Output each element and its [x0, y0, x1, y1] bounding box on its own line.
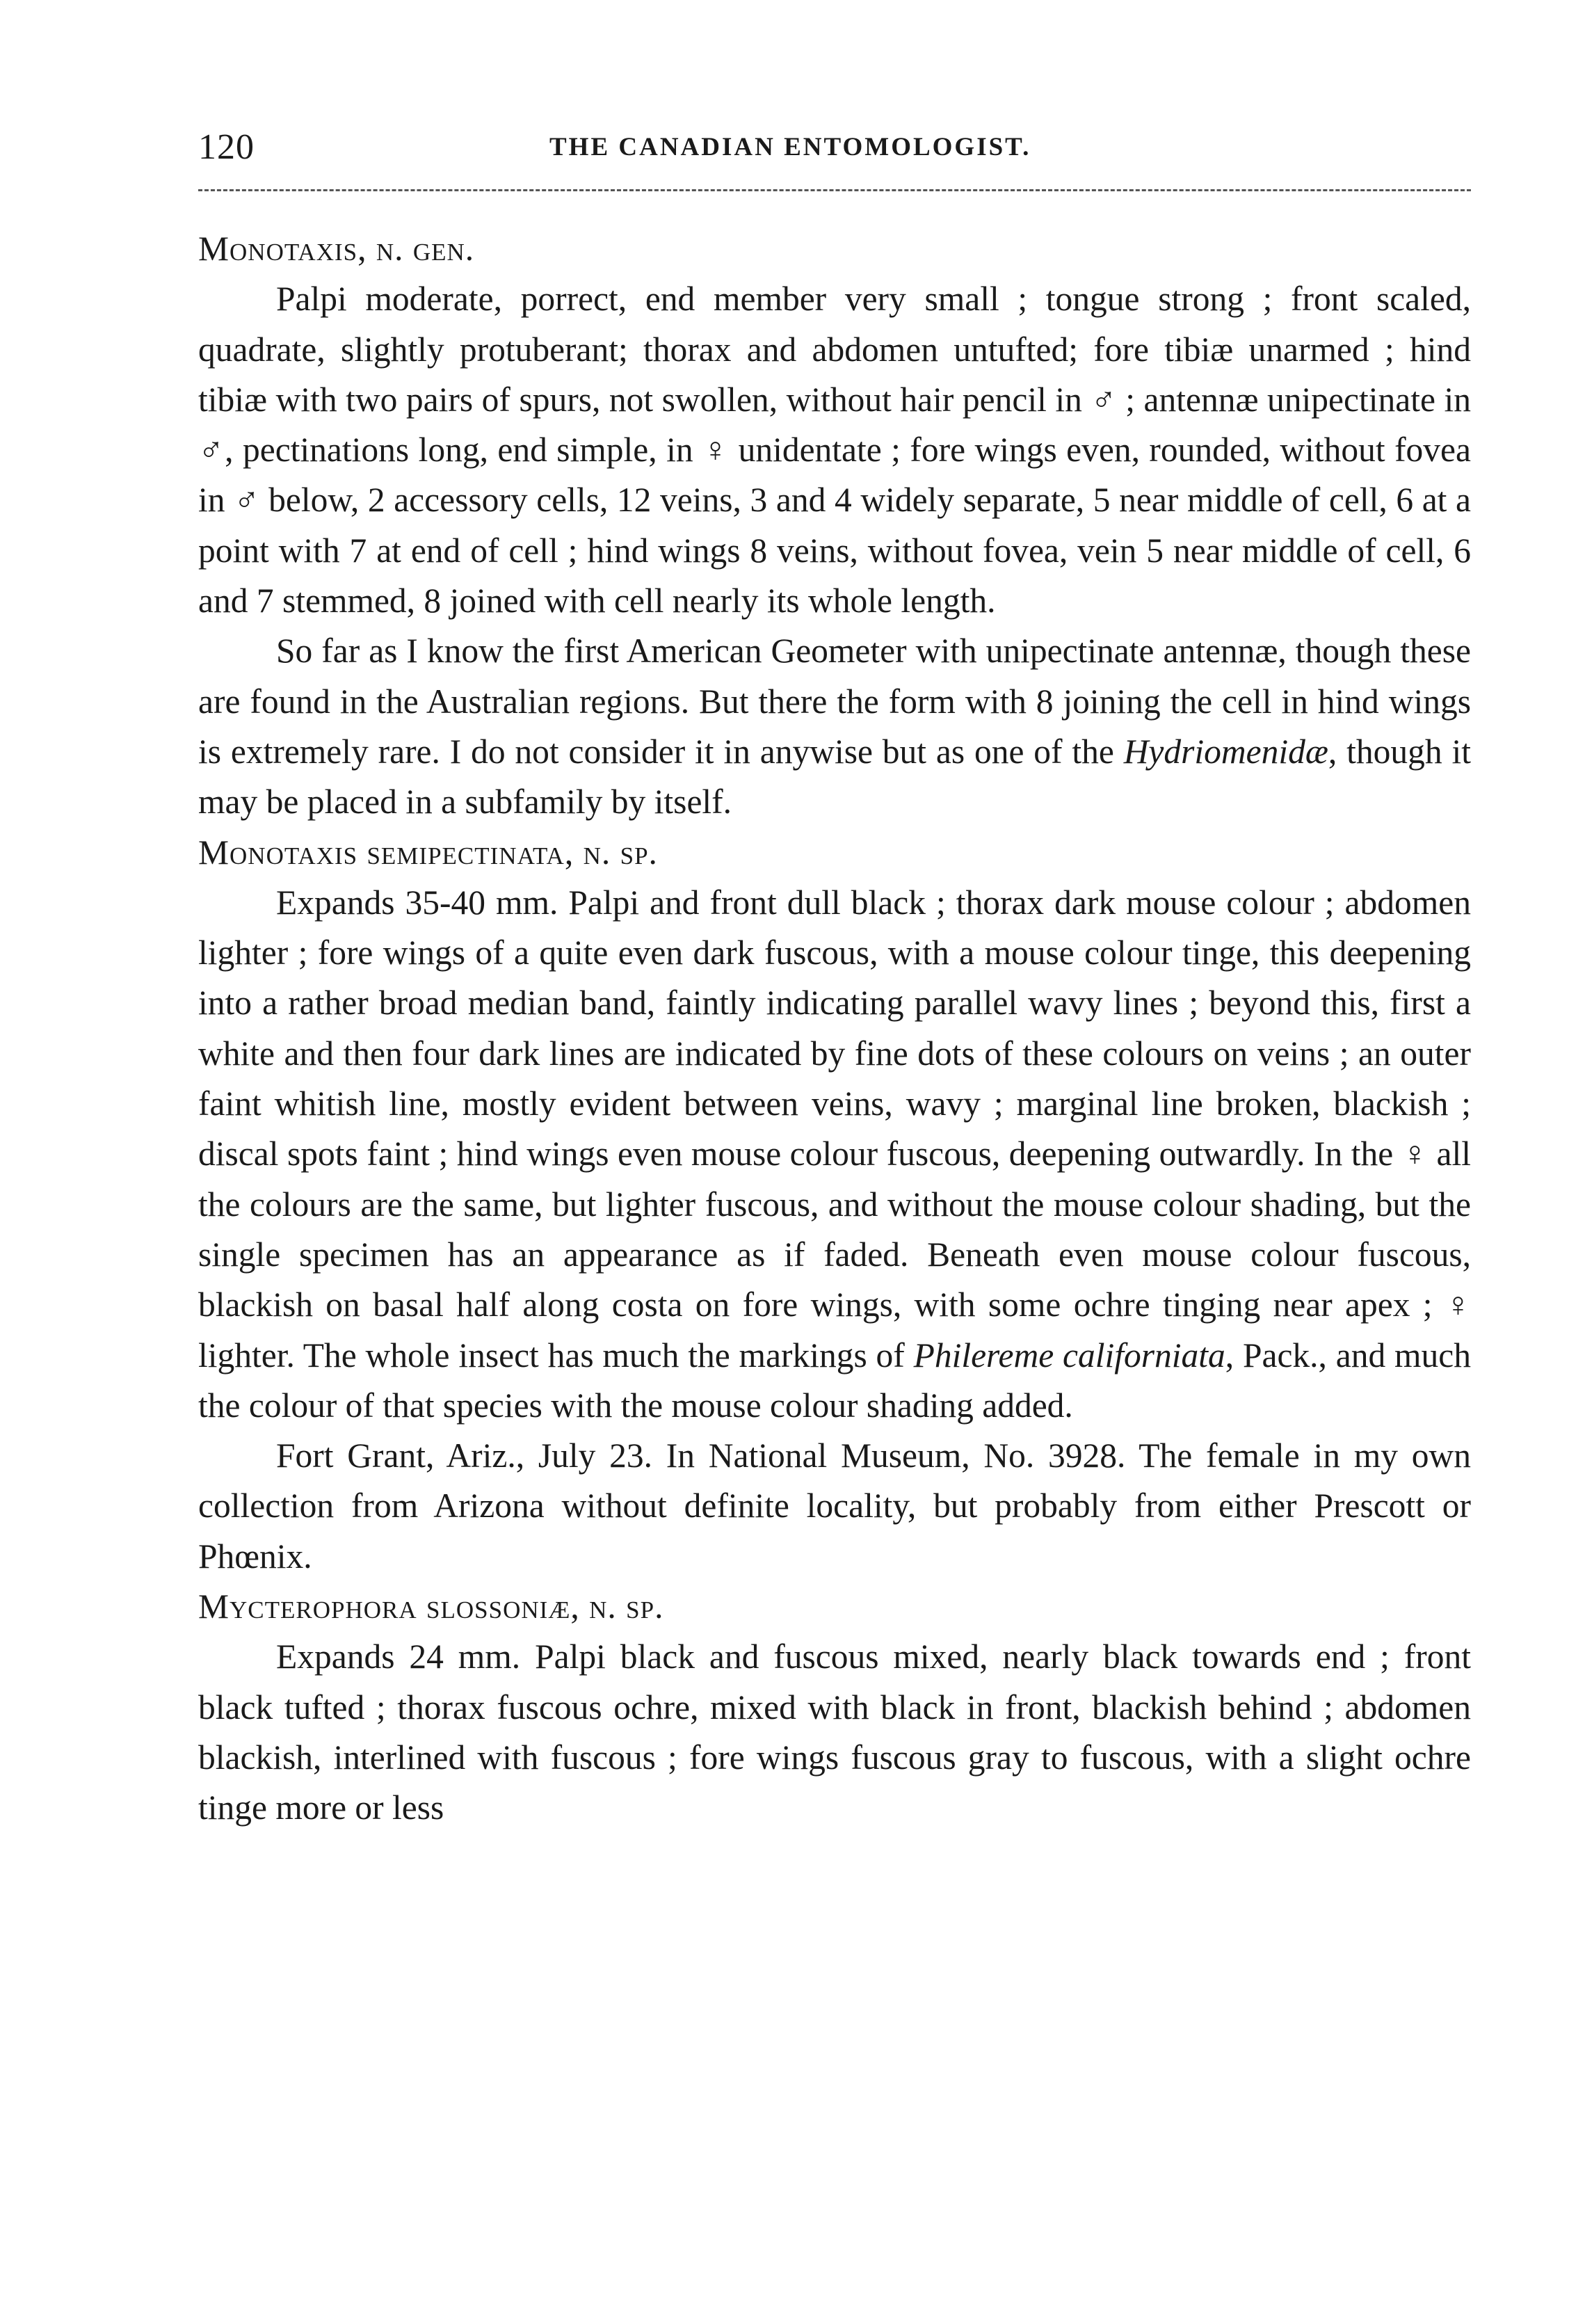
text-segment: Expands 35-40 mm. Palpi and front dull black ; thorax dark mouse colour ; abdomen lighter ; fore wings of a quite even dark fuscous, with a mouse colour tinge, this deepening into a rather broad median band, faintly indicating parallel wavy lines ; beyond this, first a white and then four dark lines are indicated by fine dots of these colours on veins ; an outer faint whitish line, mostly evident between veins, wavy ; marginal line broken, blackish ; discal spots faint ; hind wings even mouse colour fuscous, deepening outwardly. In the ♀ all the colours are the same, but lighter fuscous, and without the mouse colour shading, but the single specimen has an appearance as if faded. Beneath even mouse colour fuscous, blackish on basal half along costa on fore wings, with some ochre tinging near apex ; ♀ lighter. The whole insect has much the markings of [198, 883, 1471, 1375]
text-segment: , Pack., and much the colour of that species with the mouse colour shading added. [198, 1336, 1471, 1425]
running-title: THE CANADIAN ENTOMOLOGIST. [549, 133, 1031, 161]
locality-paragraph [198, 1431, 1471, 1582]
header-rule [198, 189, 1471, 191]
text-segment: , though it may be placed in a subfamily by itself. [198, 732, 1471, 822]
body-text [198, 224, 1471, 1834]
species-heading: Monotaxis semipectinata, n. sp. [198, 833, 658, 872]
species-description-paragraph [198, 878, 1471, 1431]
species-heading: Mycterophora slossoniæ, n. sp. [198, 1587, 664, 1626]
page-header [198, 104, 1471, 181]
italic-taxon-name: Philereme californiata [913, 1336, 1225, 1375]
text-segment: Expands 24 mm. Palpi black and fuscous mixed, nearly black towards end ; front black tufted ; thorax fuscous ochre, mixed with black in front, blackish behind ; abdomen blackish, interlined with fuscous ; fore wings fuscous gray to fuscous, with a slight ochre tinge more or less [198, 1637, 1471, 1827]
genus-description-paragraph [198, 274, 1471, 626]
genus-remarks-paragraph [198, 626, 1471, 827]
text-segment: Fort Grant, Ariz., July 23. In National Museum, No. 3928. The female in my own collection from Arizona without definite locality, but probably from either Prescott or Phœnix. [198, 1436, 1471, 1576]
page [198, 104, 1471, 1827]
species-description-paragraph [198, 1632, 1471, 1833]
page-number: 120 [198, 127, 255, 167]
italic-taxon-name: Hydriomenidæ [1123, 732, 1328, 771]
text-segment: Palpi moderate, porrect, end member very small ; tongue strong ; front scaled, quadrate, slightly protuberant; thorax and abdomen untufted; fore tibiæ unarmed ; hind tibiæ with two pairs of spurs, not swollen, without hair pencil in ♂ ; antennæ unipectinate in ♂, pectinations long, end simple, in ♀ unidentate ; fore wings even, rounded, without fovea in ♂ below, 2 accessory cells, 12 veins, 3 and 4 widely separate, 5 near middle of cell, 6 at a point with 7 at end of cell ; hind wings 8 veins, without fovea, vein 5 near middle of cell, 6 and 7 stemmed, 8 joined with cell nearly its whole length. [198, 280, 1471, 620]
genus-heading: Monotaxis, n. gen. [198, 230, 475, 268]
text-segment: So far as I know the first American Geometer with unipectinate antennæ, though these are found in the Australian regions. But there the form with 8 joining the cell in hind wings is extremely rare. I do not consider it in anywise but as one of the [198, 632, 1471, 771]
